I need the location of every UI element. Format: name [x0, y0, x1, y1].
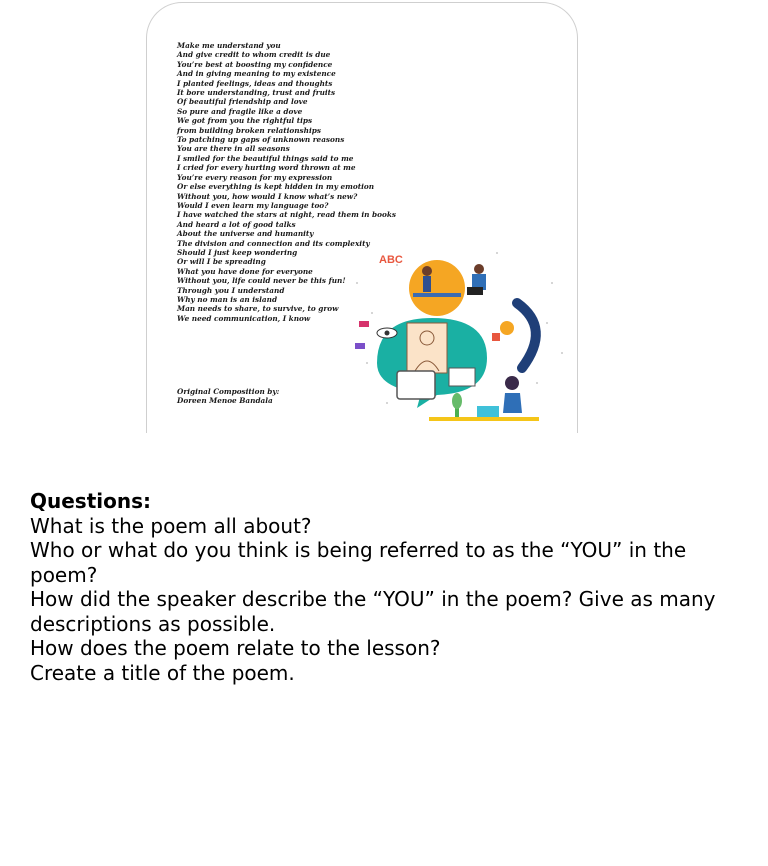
- poem-line: I planted feelings, ideas and thoughts: [177, 78, 333, 88]
- poem-line: Should I just keep wondering: [177, 247, 298, 257]
- park-bench: [413, 293, 461, 297]
- tablet-icon: [397, 371, 435, 399]
- poem-image: [146, 2, 578, 433]
- poem-line: I smiled for the beautiful things said to me: [177, 153, 354, 163]
- poem-line: Without you, how would I know what’s new?: [177, 191, 358, 201]
- orange-dot: [500, 321, 514, 335]
- questions-heading: Questions:: [30, 489, 152, 513]
- questions-section: [30, 489, 730, 685]
- poem-line: About the universe and humanity: [177, 229, 314, 239]
- question-item: What is the poem all about?: [30, 513, 312, 538]
- desk: [429, 417, 539, 421]
- poem-line: To patching up gaps of unknown reasons: [177, 135, 345, 145]
- question-item: Who or what do you think is being referred to as the “YOU” in the poem?: [30, 538, 687, 587]
- poem-line: Through you I understand: [177, 285, 285, 295]
- poem-line: And in giving meaning to my existence: [177, 69, 336, 79]
- questions-list: [30, 514, 730, 686]
- poem-line: Man needs to share, to survive, to grow: [177, 304, 339, 314]
- poem-line: from building broken relationships: [177, 125, 321, 135]
- book-icon: [359, 321, 369, 327]
- poem-line: I have watched the stars at night, read them in books: [177, 210, 397, 220]
- park-circle: [409, 260, 465, 316]
- person-head: [422, 266, 432, 276]
- poem-line: I cried for every hurting word thrown at me: [177, 163, 356, 173]
- woman-head: [505, 376, 519, 390]
- person-body: [423, 276, 431, 292]
- abc-letters: ABC: [379, 254, 403, 266]
- credit-author: Doreen Menoe Bandala: [177, 396, 273, 406]
- man-head: [474, 264, 484, 274]
- poem-line: What you have done for everyone: [177, 266, 313, 276]
- poem-line: And heard a lot of good talks: [177, 219, 296, 229]
- poem-line: Or else everything is kept hidden in my emotion: [177, 182, 375, 192]
- credit-label: Original Composition by:: [177, 387, 280, 396]
- communication-illustration: [337, 243, 577, 433]
- poem-line: We got from you the rightful tips: [177, 116, 313, 126]
- poem-line: We need communication, I know: [177, 313, 311, 323]
- poem-line: You are there in all seasons: [177, 144, 290, 154]
- laptop-icon: [467, 287, 483, 295]
- poem-line: Or will I be spreading: [177, 257, 266, 267]
- poem-line: Why no man is an island: [177, 294, 278, 304]
- woman-body: [503, 393, 522, 413]
- poem-line: The division and connection and its complexity: [177, 238, 370, 248]
- book-icon: [355, 343, 365, 349]
- video-call-icon: [449, 368, 475, 386]
- question-item: Create a title of the poem.: [30, 660, 295, 685]
- poem-line: Would I even learn my language too?: [177, 200, 329, 210]
- question-item: How does the poem relate to the lesson?: [30, 636, 441, 660]
- desk-laptop-icon: [477, 406, 499, 418]
- poem-line: It bore understanding, trust and fruits: [177, 88, 336, 98]
- poem-line: And give credit to whom credit is due: [177, 50, 331, 60]
- book-icon: [492, 333, 500, 341]
- phone-icon: [517, 303, 536, 368]
- poem-line: Without you, life could never be this fun!: [177, 276, 346, 286]
- question-item: How did the speaker describe the “YOU” in the poem? Give as many descriptions as possible.: [30, 587, 716, 636]
- poem-line: Of beautiful friendship and love: [177, 97, 308, 107]
- poem-line: Make me understand you: [177, 41, 281, 50]
- poem-credit: [177, 387, 279, 406]
- poem-line: So pure and fragile like a dove: [177, 106, 303, 116]
- poem-line: You’re best at boosting my confidence: [177, 59, 333, 69]
- poem-line: You’re every reason for my expression: [177, 172, 333, 182]
